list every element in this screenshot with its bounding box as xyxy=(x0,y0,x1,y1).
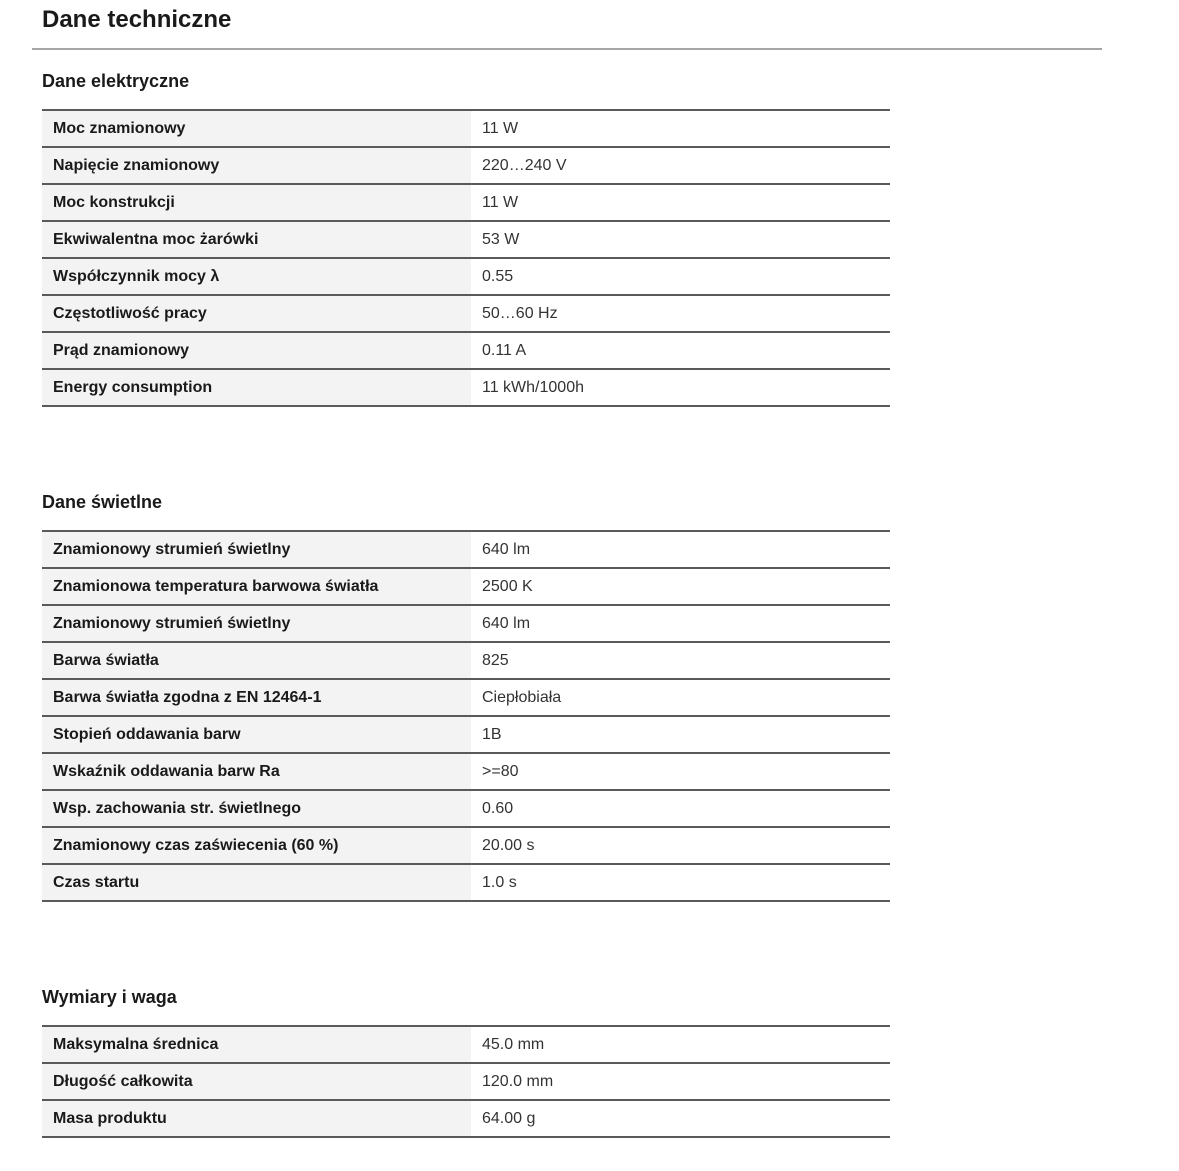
section-electrical-data xyxy=(42,69,890,407)
spec-value: 53 W xyxy=(471,221,890,258)
spec-label: Barwa światła zgodna z EN 12464-1 xyxy=(42,679,471,716)
table-row xyxy=(42,332,890,369)
table-row xyxy=(42,790,890,827)
spec-value: 120.0 mm xyxy=(471,1063,890,1100)
spec-value: 220…240 V xyxy=(471,147,890,184)
table-row xyxy=(42,295,890,332)
spec-label: Znamionowy strumień świetlny xyxy=(42,531,471,568)
table-row xyxy=(42,147,890,184)
spec-value: 11 W xyxy=(471,110,890,147)
spec-label: Znamionowa temperatura barwowa światła xyxy=(42,568,471,605)
spec-label: Współczynnik mocy λ xyxy=(42,258,471,295)
spec-value: 0.60 xyxy=(471,790,890,827)
table-row xyxy=(42,258,890,295)
spec-value: 825 xyxy=(471,642,890,679)
section-dimensions-weight xyxy=(42,985,890,1138)
section-title: Dane elektryczne xyxy=(42,71,190,91)
spec-value: Ciepłobiała xyxy=(471,679,890,716)
section-title: Dane świetlne xyxy=(42,492,163,512)
spec-value: 11 W xyxy=(471,184,890,221)
spec-value: >=80 xyxy=(471,753,890,790)
spec-table-dimensions xyxy=(42,1025,890,1138)
spec-label: Moc konstrukcji xyxy=(42,184,471,221)
spec-label: Czas startu xyxy=(42,864,471,901)
spec-value: 45.0 mm xyxy=(471,1026,890,1063)
spec-value: 0.55 xyxy=(471,258,890,295)
table-row xyxy=(42,1026,890,1063)
spec-value: 20.00 s xyxy=(471,827,890,864)
section-title: Wymiary i waga xyxy=(42,987,177,1007)
table-row xyxy=(42,1063,890,1100)
spec-value: 640 lm xyxy=(471,605,890,642)
table-row xyxy=(42,184,890,221)
spec-label: Częstotliwość pracy xyxy=(42,295,471,332)
section-light-data xyxy=(42,490,890,902)
table-row xyxy=(42,568,890,605)
spec-label: Prąd znamionowy xyxy=(42,332,471,369)
spec-label: Wsp. zachowania str. świetlnego xyxy=(42,790,471,827)
spec-table-light xyxy=(42,530,890,902)
spec-value: 640 lm xyxy=(471,531,890,568)
table-row xyxy=(42,369,890,406)
title-divider xyxy=(32,48,1102,50)
table-row xyxy=(42,531,890,568)
page-title: Dane techniczne xyxy=(42,6,232,33)
spec-label: Znamionowy czas zaświecenia (60 %) xyxy=(42,827,471,864)
spec-label: Stopień oddawania barw xyxy=(42,716,471,753)
table-row xyxy=(42,716,890,753)
table-row xyxy=(42,864,890,901)
spec-label: Maksymalna średnica xyxy=(42,1026,471,1063)
table-row xyxy=(42,1100,890,1137)
table-row xyxy=(42,605,890,642)
spec-value: 1.0 s xyxy=(471,864,890,901)
table-row xyxy=(42,642,890,679)
table-row xyxy=(42,679,890,716)
spec-value: 11 kWh/1000h xyxy=(471,369,890,406)
table-row xyxy=(42,110,890,147)
spec-value: 2500 K xyxy=(471,568,890,605)
spec-label: Znamionowy strumień świetlny xyxy=(42,605,471,642)
spec-label: Barwa światła xyxy=(42,642,471,679)
spec-label: Ekwiwalentna moc żarówki xyxy=(42,221,471,258)
spec-value: 0.11 A xyxy=(471,332,890,369)
spec-table-electrical xyxy=(42,109,890,407)
spec-label: Wskaźnik oddawania barw Ra xyxy=(42,753,471,790)
spec-label: Długość całkowita xyxy=(42,1063,471,1100)
spec-value: 1B xyxy=(471,716,890,753)
spec-label: Moc znamionowy xyxy=(42,110,471,147)
spec-label: Energy consumption xyxy=(42,369,471,406)
table-row xyxy=(42,221,890,258)
spec-label: Napięcie znamionowy xyxy=(42,147,471,184)
table-row xyxy=(42,753,890,790)
spec-label: Masa produktu xyxy=(42,1100,471,1137)
table-row xyxy=(42,827,890,864)
spec-value: 64.00 g xyxy=(471,1100,890,1137)
spec-value: 50…60 Hz xyxy=(471,295,890,332)
